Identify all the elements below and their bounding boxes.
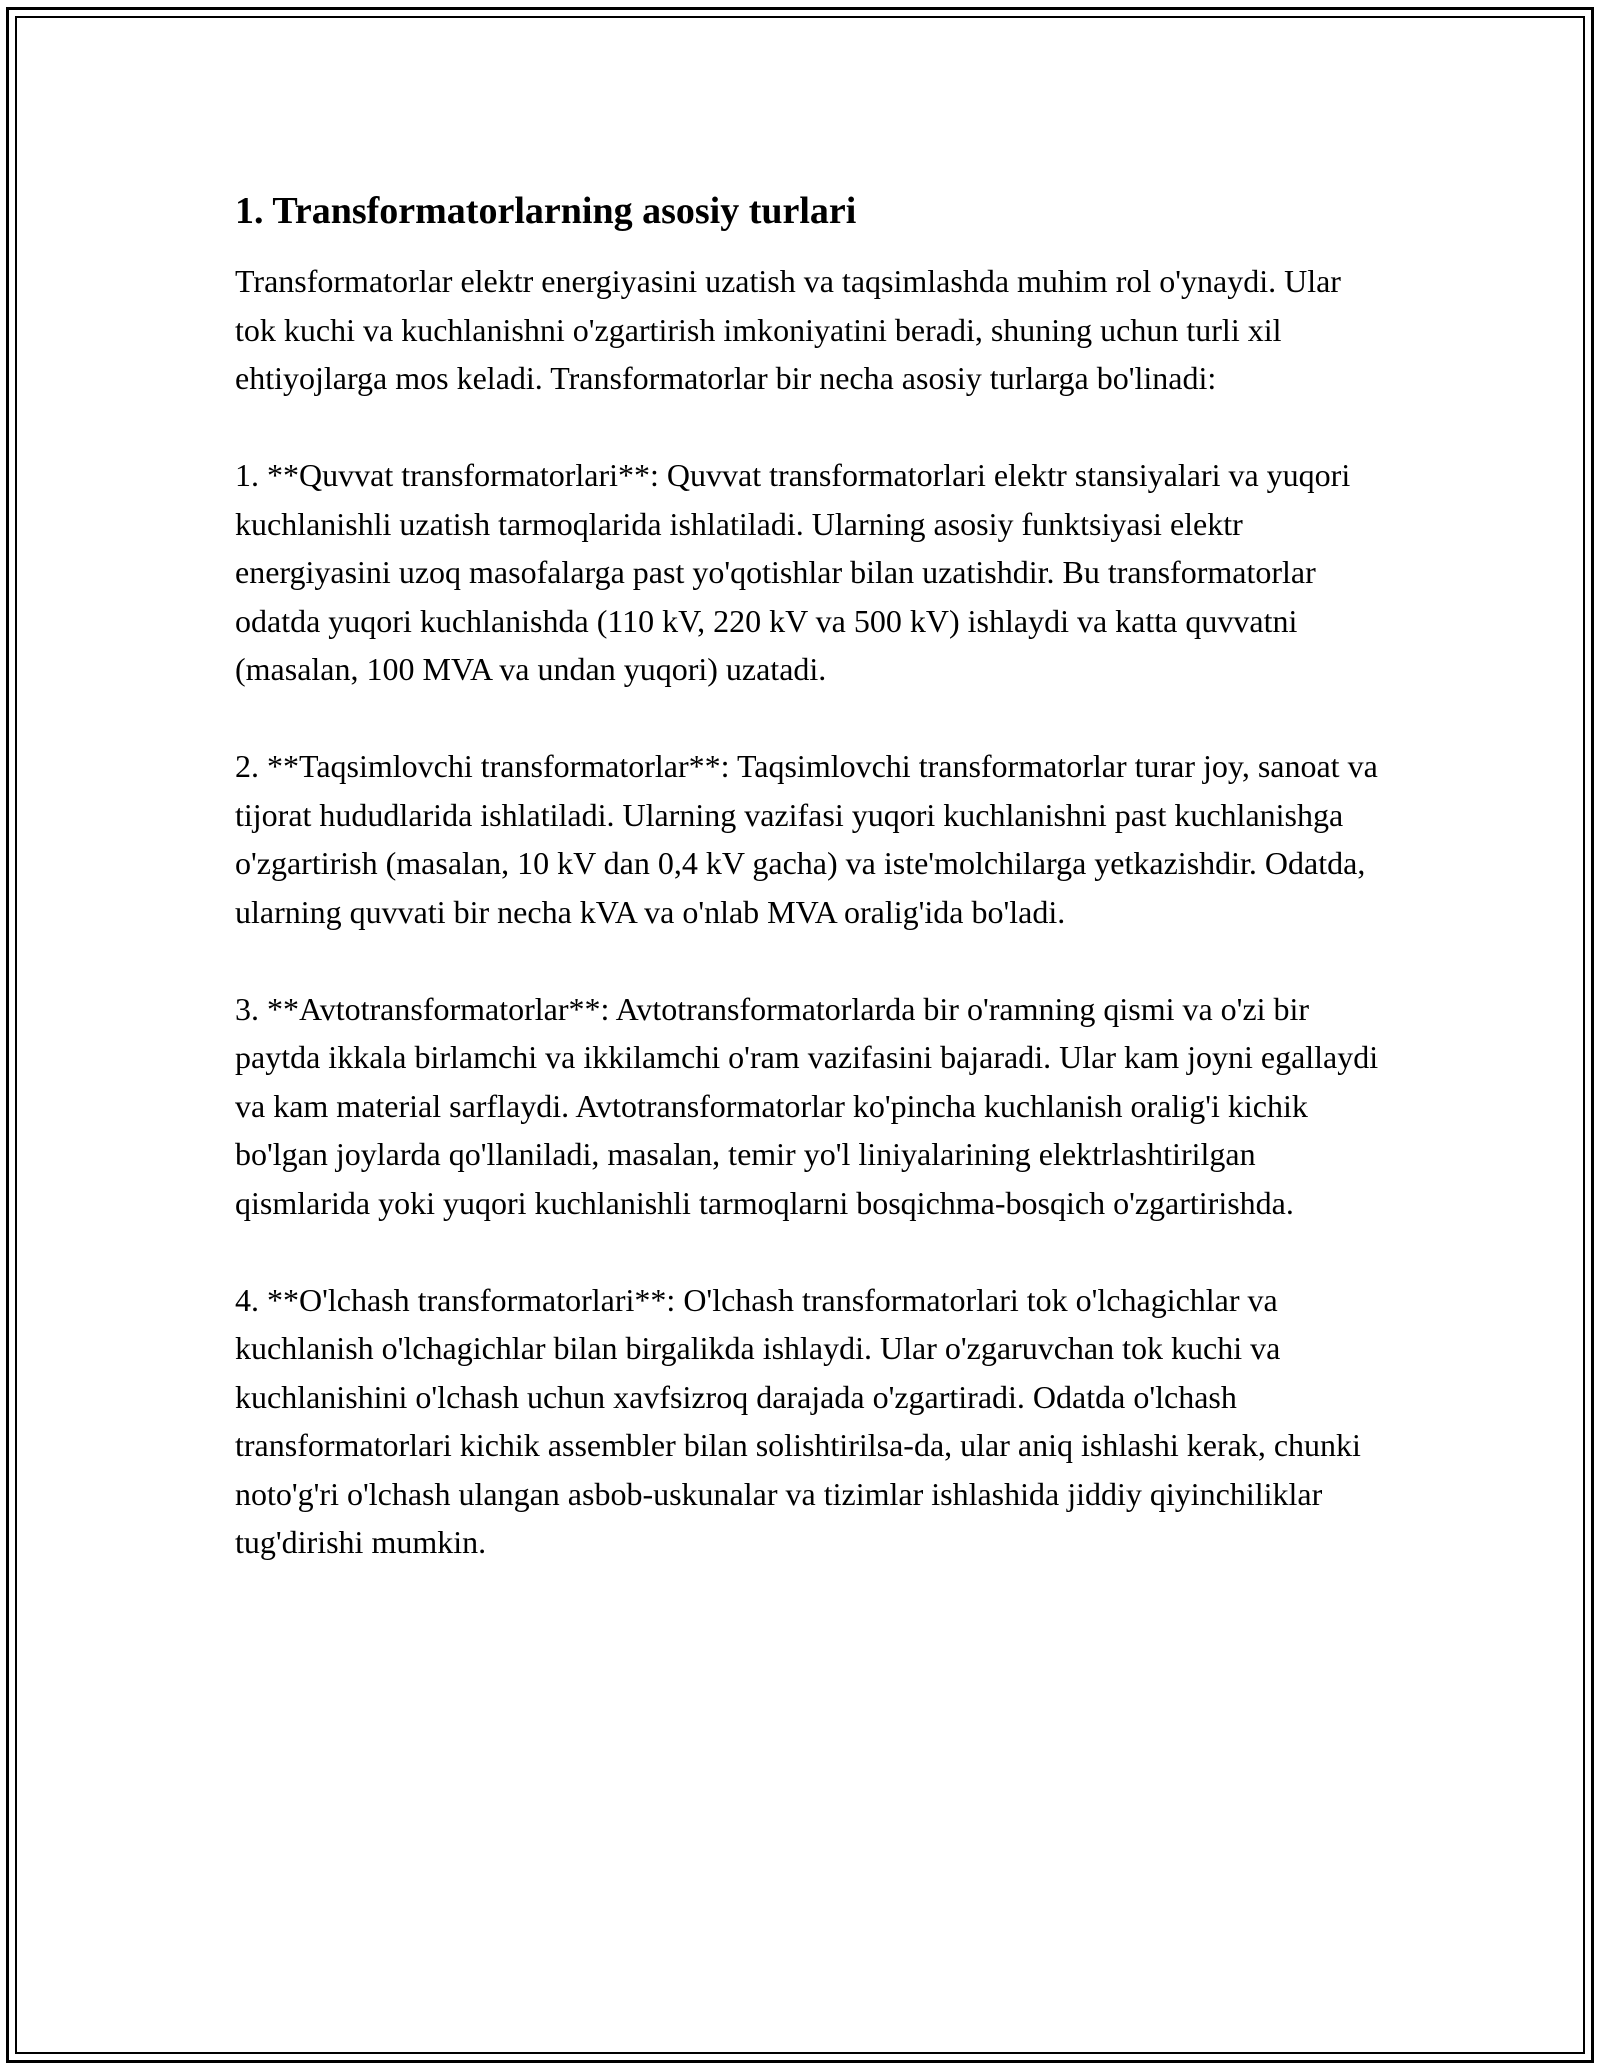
- intro-paragraph: Transformatorlar elektr energiyasini uzatish va taqsimlashda muhim rol o'ynaydi. Ular tok kuchi va kuchlanishni o'zgartirish imkoniyatini beradi, shuning uchun turli xil ehtiyojlarga mos keladi. Transformatorlar bir necha asosiy turlarga bo'linadi:: [235, 263, 1349, 396]
- paragraph-autotransformers: 3. **Avtotransformatorlar**: Avtotransformatorlarda bir o'ramning qismi va o'zi bir paytda ikkala birlamchi va ikkilamchi o'ram vazifasini bajaradi. Ular kam joyni egallaydi va kam material sarflaydi. Avtotransformatorlar ko'pincha kuchlanish oralig'i kichik bo'lgan joylarda qo'llaniladi, masalan, temir yo'l liniyalarining elektrlashtirilgan qismlarida yoki yuqori kuchlanishli tarmoqlarni bosqichma-bosqich o'zgartirishda.: [235, 990, 1387, 1221]
- document-body: [235, 185, 1385, 1615]
- paragraph-power-transformers: 1. **Quvvat transformatorlari**: Quvvat transformatorlari elektr stansiyalari va yuqori kuchlanishli uzatish tarmoqlarida ishlatiladi. Ularning asosiy funktsiyasi elektr energiyasini uzoq masofalarga past yo'qotishlar bilan uzatishdir. Bu transformatorlar odatda yuqori kuchlanishda (110 kV, 220 kV va 500 kV) ishlaydi va katta quvvatni (masalan, 100 MVA va undan yuqori) uzatadi.: [235, 457, 1359, 687]
- paragraph-distribution-transformers: 2. **Taqsimlovchi transformatorlar**: Taqsimlovchi transformatorlar turar joy, sanoat va tijorat hududlarida ishlatiladi. Ularning vazifasi yuqori kuchlanishni past kuchlanishga o'zgartirish (masalan, 10 kV dan 0,4 kV gacha) va iste'molchilarga yetkazishdir. Odatda, ularning quvvati bir necha kVA va o'nlab MVA oralig'ida bo'ladi.: [235, 748, 1386, 930]
- section-heading: 1. Transformatorlarning asosiy turlari: [235, 190, 857, 232]
- paragraph-measuring-transformers: 4. **O'lchash transformatorlari**: O'lchash transformatorlari tok o'lchagichlar va kuchlanish o'lchagichlar bilan birgalikda ishlaydi. Ular o'zgaruvchan tok kuchi va kuchlanishini o'lchash uchun xavfsizroq darajada o'zgartiradi. Odatda o'lchash transformatorlari kichik assembler bilan solishtirilsa-da, ular aniq ishlashi kerak, chunki noto'g'ri o'lchash ulangan asbob-uskunalar va tizimlar ishlashida jiddiy qiyinchiliklar tug'dirishi mumkin.: [235, 1281, 1369, 1560]
